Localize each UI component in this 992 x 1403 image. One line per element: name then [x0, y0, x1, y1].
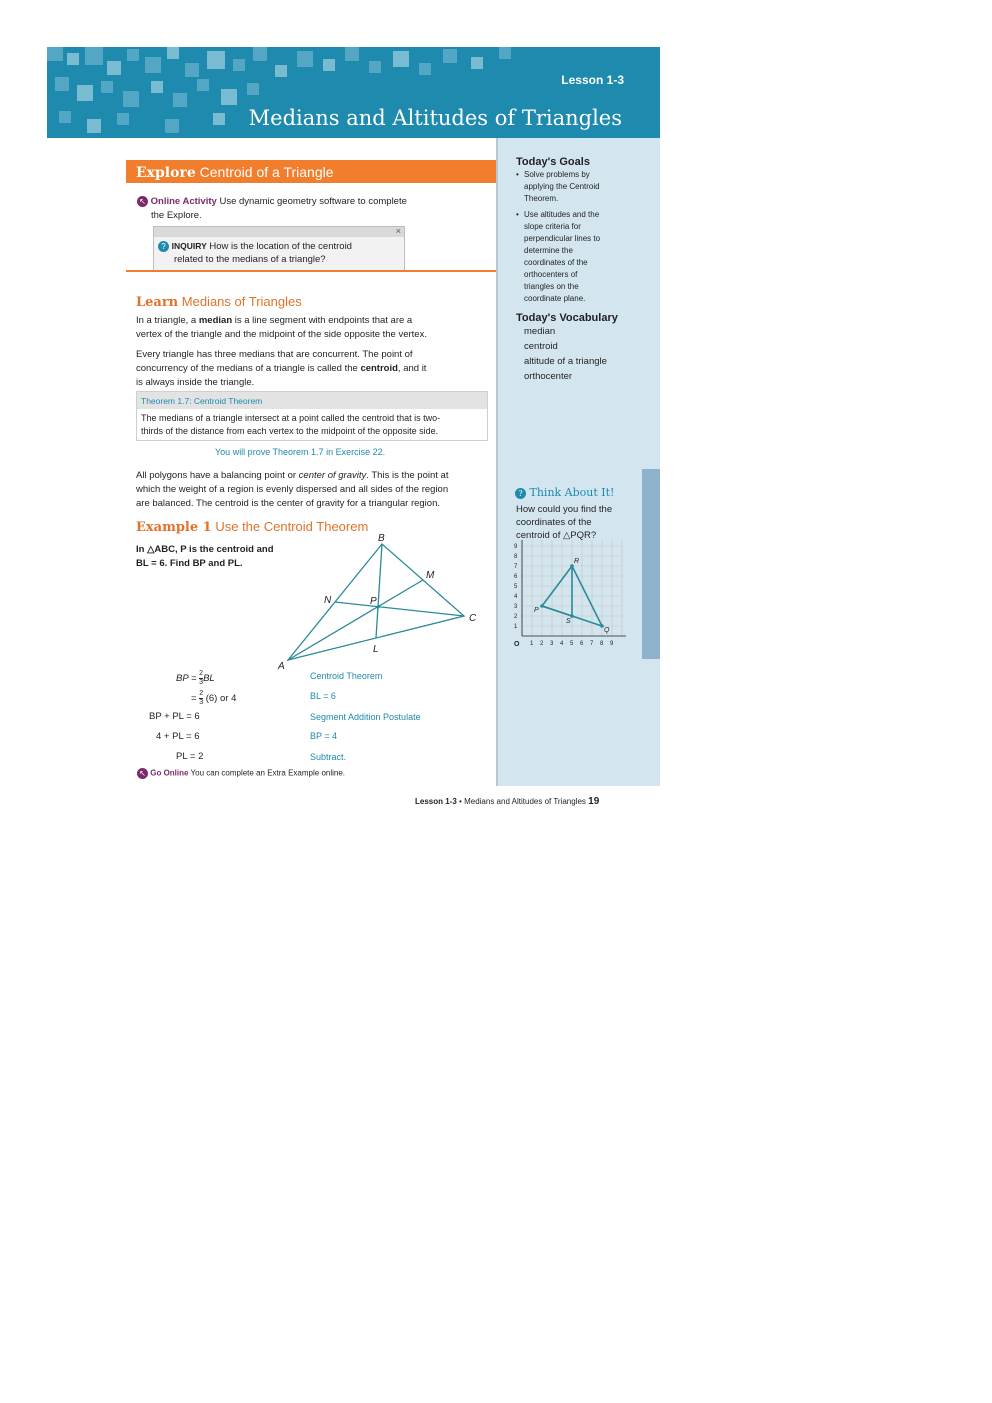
theorem-box: [136, 391, 488, 441]
close-icon[interactable]: ×: [395, 226, 401, 236]
step-5: PL = 2: [176, 751, 204, 762]
point-label-s: S: [566, 618, 571, 625]
think-title-row: ? Think About It!: [515, 486, 614, 499]
median-am: [288, 580, 423, 660]
step-4: 4 + PL = 6: [156, 731, 200, 742]
prove-note[interactable]: You will prove Theorem 1.7 in Exercise 22.: [215, 447, 386, 457]
x-tick-label: 9: [610, 641, 614, 647]
step-3: BP + PL = 6: [149, 711, 200, 722]
y-tick-label: 6: [514, 574, 518, 580]
y-tick-label: 1: [514, 624, 518, 630]
learn-paragraph-3: All polygons have a balancing point or center of gravity. This is the point at which the weight of a region is evenly dispersed and all sides of the region are balanced. The centroid is the center of gravity for a triangular region.: [136, 470, 449, 509]
inquiry-line-2: related to the medians of a triangle?: [174, 254, 326, 265]
y-tick-label: 9: [514, 544, 518, 550]
think-strip: [642, 469, 660, 659]
x-tick-label: 7: [590, 641, 594, 647]
online-activity-cont: the Explore.: [151, 210, 202, 221]
graph-grid: [522, 540, 626, 636]
point-p: [540, 604, 544, 608]
page-footer: Lesson 1-3 • Medians and Altitudes of Triangles 19: [415, 796, 600, 807]
x-tick-label: 6: [580, 641, 584, 647]
point-s: [570, 614, 574, 618]
point-label-p: P: [534, 607, 539, 614]
sidebar-divider: [496, 138, 498, 786]
point-label-m: M: [426, 570, 435, 581]
step-2-reason: BL = 6: [310, 691, 336, 701]
step-3-reason: Segment Addition Postulate: [310, 712, 421, 722]
theorem-title: Theorem 1.7: Centroid Theorem: [141, 396, 263, 406]
online-activity[interactable]: ↖ Online Activity Use dynamic geometry software to complete: [137, 195, 407, 209]
example-heading: Example 1 Use the Centroid Theorem: [136, 519, 369, 535]
step-5-reason: Subtract.: [310, 752, 347, 762]
vocab-term: orthocenter: [524, 371, 573, 382]
point-label-q: Q: [604, 627, 610, 634]
x-tick-label: 5: [570, 641, 574, 647]
section-rule: [126, 270, 496, 272]
step-2: = $\frac{2}{3}$ (6) or 4: [191, 690, 237, 706]
y-tick-label: 5: [514, 584, 518, 590]
median-cn: [335, 602, 464, 616]
x-tick-label: 4: [560, 641, 564, 647]
origin-label: O: [514, 641, 520, 648]
learn-paragraph-2: Every triangle has three medians that are concurrent. The point of concurrency of the medians of a triangle is called the centroid, and it is always inside the triangle.: [136, 349, 427, 388]
inquiry-icon: ?: [158, 241, 169, 252]
point-label-r: R: [574, 558, 580, 565]
vertex-label-b: B: [378, 533, 385, 544]
coordinate-graph: [508, 540, 626, 654]
point-label-n: N: [324, 595, 332, 606]
page-title: Medians and Altitudes of Triangles: [248, 106, 622, 130]
centroid-point: [376, 605, 379, 608]
lesson-header: [47, 47, 660, 138]
vertex-label-c: C: [469, 613, 477, 624]
lesson-number: Lesson 1-3: [561, 73, 624, 87]
x-tick-label: 8: [600, 641, 604, 647]
lightbulb-icon: ?: [515, 488, 526, 499]
median-bl: [376, 544, 382, 638]
vocab-term: median: [524, 326, 556, 337]
vocab-term: centroid: [524, 341, 558, 352]
x-tick-label: 2: [540, 641, 544, 647]
y-tick-label: 3: [514, 604, 518, 610]
go-online-link[interactable]: ↖ Go Online You can complete an Extra Example online.: [137, 768, 345, 779]
goals-title: Today's Goals: [516, 156, 590, 168]
think-question: How could you find the coordinates of the centroid of △PQR?: [516, 504, 613, 541]
triangle-diagram: [270, 530, 490, 675]
vocab-term: altitude of a triangle: [524, 356, 607, 367]
point-label-p: P: [370, 596, 377, 607]
vertex-label-a: A: [278, 661, 285, 672]
y-tick-label: 7: [514, 564, 518, 570]
y-tick-label: 2: [514, 614, 518, 620]
learn-paragraph-1: In a triangle, a median is a line segment with endpoints that are a vertex of the triangle and the midpoint of the side opposite the vertex.: [136, 315, 427, 340]
explore-banner: Explore Centroid of a Triangle: [126, 160, 496, 183]
step-4-reason: BP = 4: [310, 731, 338, 741]
theorem-text: The medians of a triangle intersect at a point called the centroid that is two- thirds of the distance from each vertex to the midpoint of the opposite side.: [141, 413, 441, 436]
inquiry-box: [153, 226, 405, 272]
y-tick-label: 4: [514, 594, 518, 600]
x-tick-label: 3: [550, 641, 554, 647]
step-1-reason: Centroid Theorem: [310, 671, 383, 681]
mouse-pointer-icon: ↖: [137, 768, 148, 779]
segment-ps: [542, 606, 572, 616]
learn-heading: Learn Medians of Triangles: [136, 294, 302, 310]
example-prompt: In △ABC, P is the centroid and BL = 6. Find BP and PL.: [136, 544, 274, 569]
point-label-l: L: [373, 644, 379, 655]
mouse-pointer-icon: ↖: [137, 196, 148, 207]
y-tick-label: 8: [514, 554, 518, 560]
x-tick-label: 1: [530, 641, 534, 647]
vocab-title: Today's Vocabulary: [516, 312, 618, 324]
step-1: BP = $\frac{2}{3}$ BL: [176, 670, 215, 686]
inquiry-line-1: ? INQUIRY How is the location of the centroid: [158, 239, 352, 254]
